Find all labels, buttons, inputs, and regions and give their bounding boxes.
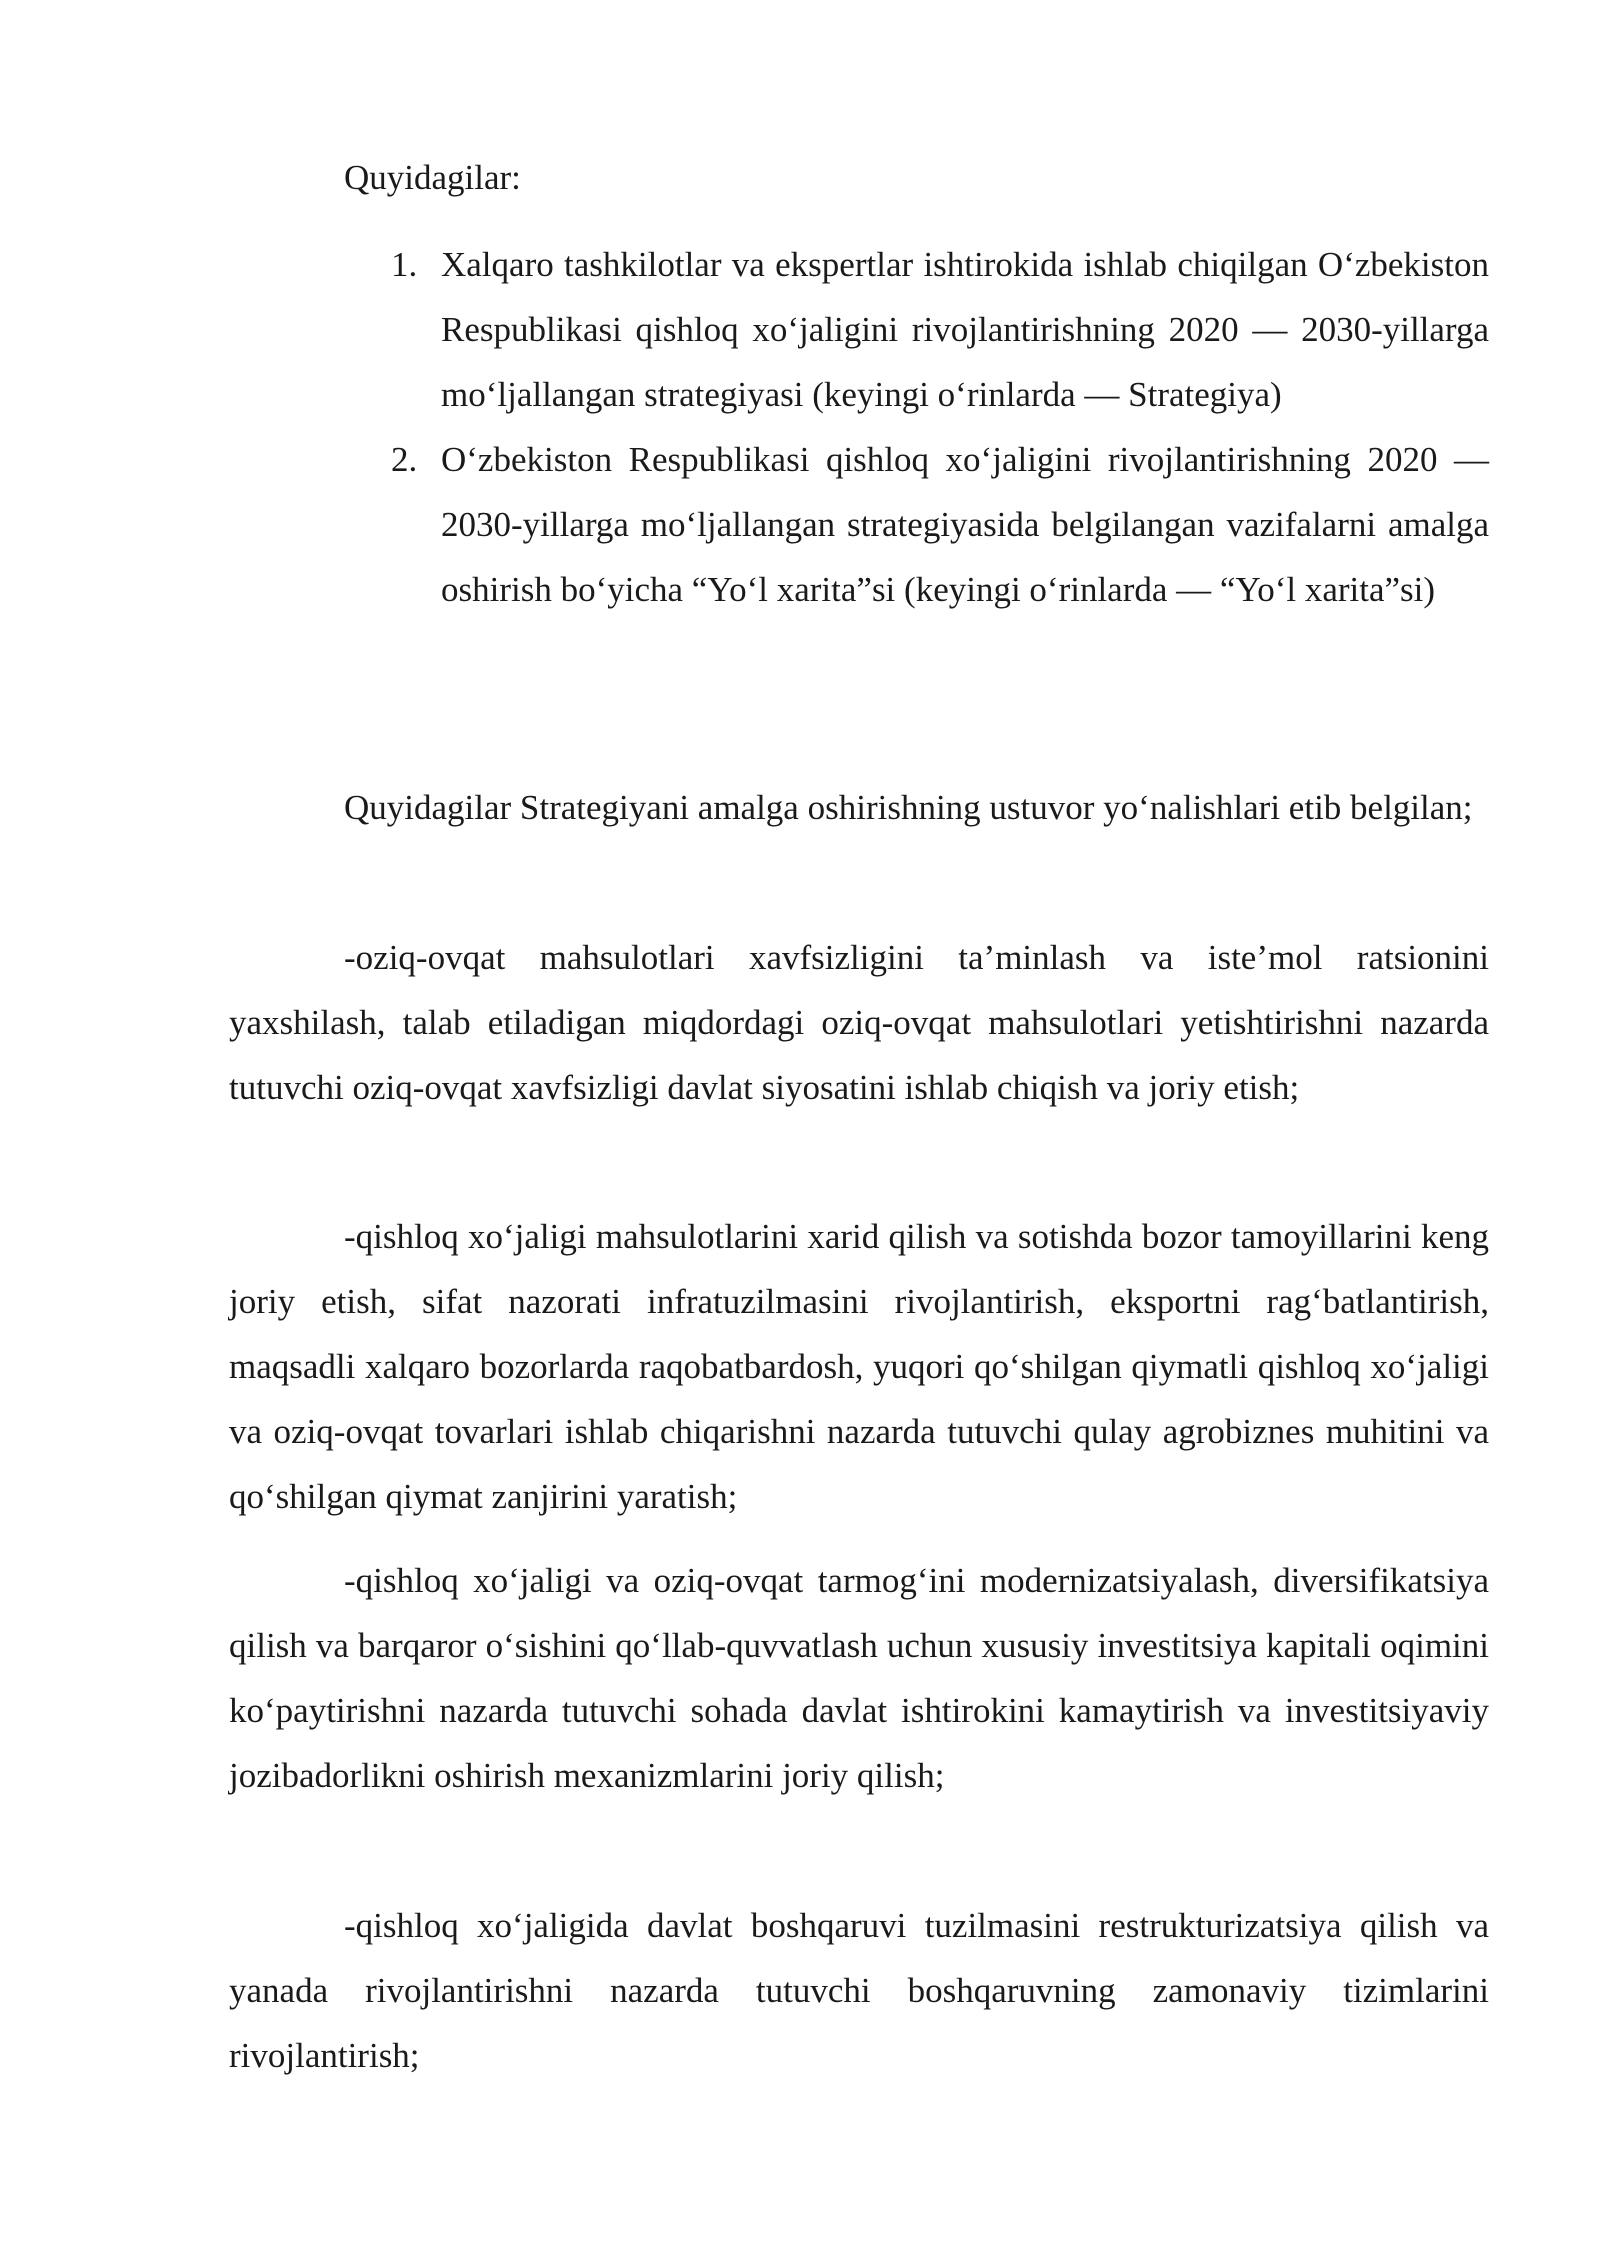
paragraph-food-security: -oziq-ovqat mahsulotlari xavfsizligini ta’minlash va iste’mol ratsionini yaxshilash, talab etiladigan miqdordagi oziq-ovqat mahsulotlari yetishtirishni nazarda tutuvchi oziq-ovqat xavfsizligi davlat siyosatini ishlab chiqish va joriy etish;	[229, 938, 1489, 1107]
list-item	[229, 232, 1489, 427]
paragraph-intro: Quyidagilar Strategiyani amalga oshirishning ustuvor yo‘nalishlari etib belgilan;	[344, 788, 1473, 827]
numbered-list	[229, 232, 1489, 622]
list-item	[229, 427, 1489, 622]
paragraph-modernization: -qishloq xo‘jaligi va oziq-ovqat tarmog‘ini modernizatsiyalash, diversifikatsiya qilish va barqaror o‘sishini qo‘llab-quvvatlash uchun xususiy investitsiya kapitali oqimini ko‘paytirishni nazarda tutuvchi sohada davlat ishtirokini kamaytirish va investitsiyaviy jozibadorlikni oshirish mexanizmlarini joriy qilish;	[229, 1561, 1489, 1795]
paragraph-governance: -qishloq xo‘jaligida davlat boshqaruvi tuzilmasini restrukturizatsiya qilish va yanada rivojlantirishni nazarda tutuvchi boshqaruvning zamonaviy tizimlarini rivojlantirish;	[229, 1906, 1489, 2075]
list-item-number: 1.	[391, 245, 418, 284]
list-item-text: Xalqaro tashkilotlar va ekspertlar ishtirokida ishlab chiqilgan O‘zbekiston Respublikasi qishloq xo‘jaligini rivojlantirishning 2020 — 2030-yillarga mo‘ljallangan strategiyasi (keyingi o‘rinlarda — Strategiya)	[441, 245, 1489, 414]
paragraph-market-principles: -qishloq xo‘jaligi mahsulotlarini xarid qilish va sotishda bozor tamoyillarini keng joriy etish, sifat nazorati infratuzilmasini rivojlantirish, eksportni rag‘batlantirish, maqsadli xalqaro bozorlarda raqobatbardosh, yuqori qo‘shilgan qiymatli qishloq xo‘jaligi va oziq-ovqat tovarlari ishlab chiqarishni nazarda tutuvchi qulay agrobiznes muhitini va qo‘shilgan qiymat zanjirini yaratish;	[229, 1217, 1489, 1516]
list-item-number: 2.	[391, 440, 418, 479]
section-heading: Quyidagilar:	[344, 158, 521, 197]
list-item-text: O‘zbekiston Respublikasi qishloq xo‘jaligini rivojlantirishning 2020 — 2030-yillarga mo‘ljallangan strategiyasida belgilangan vazifalarni amalga oshirish bo‘yicha “Yo‘l xarita”si (keyingi o‘rinlarda — “Yo‘l xarita”si)	[441, 440, 1489, 609]
